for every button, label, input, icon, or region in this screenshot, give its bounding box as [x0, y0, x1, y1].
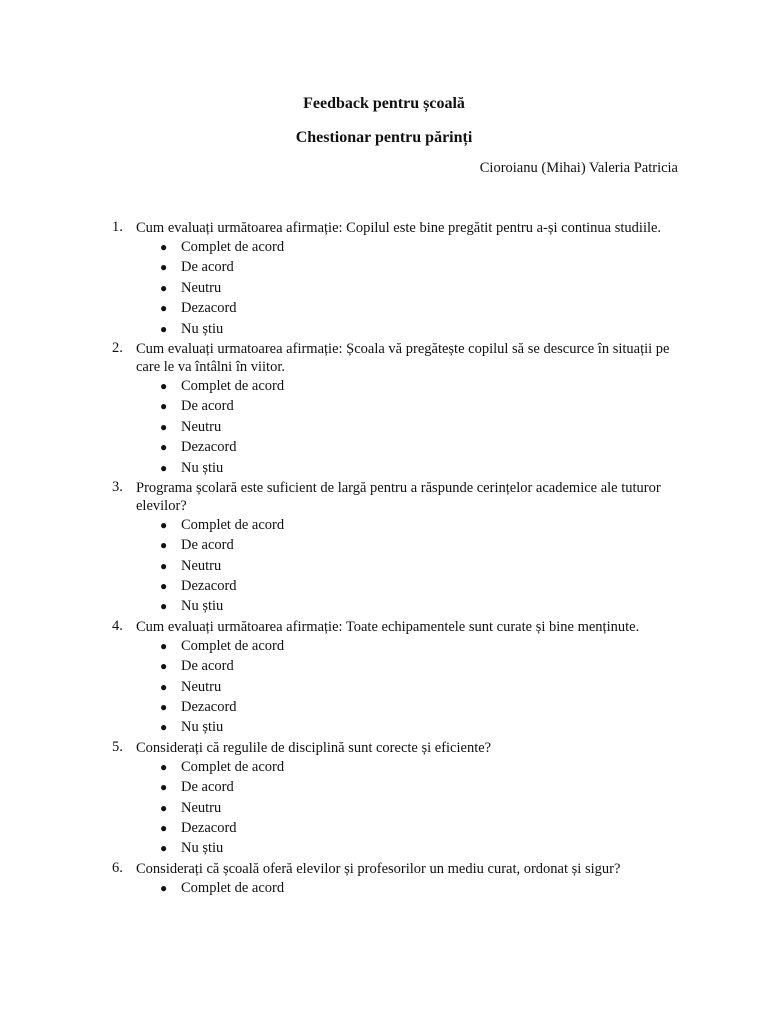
answer-option: [136, 417, 678, 437]
bullet-icon: ●: [160, 638, 168, 653]
answer-option-label: Dezacord: [181, 819, 237, 836]
bullet-icon: ●: [160, 659, 168, 674]
question-number: 3.: [112, 478, 123, 495]
bullet-icon: ●: [160, 880, 168, 895]
answer-option-label: Complet de acord: [181, 377, 285, 394]
answer-option: [136, 376, 678, 396]
answer-option-label: Nu știu: [181, 719, 224, 736]
answer-option: [136, 396, 678, 416]
question-item: [0, 478, 768, 617]
bullet-icon: ●: [160, 419, 168, 434]
bullet-icon: ●: [160, 759, 168, 774]
answer-option: [136, 278, 678, 298]
answer-options: [136, 878, 678, 898]
answer-option-label: De acord: [181, 537, 234, 554]
answer-option: [136, 677, 678, 697]
answer-option-label: Neutru: [181, 279, 222, 296]
question-number: 2.: [112, 339, 123, 356]
answer-option: [136, 878, 678, 898]
answer-options: [136, 237, 678, 339]
answer-option-label: Neutru: [181, 678, 222, 695]
answer-option-label: Dezacord: [181, 699, 237, 716]
question-number: 5.: [112, 738, 123, 755]
question-item: [0, 218, 768, 339]
bullet-icon: ●: [160, 240, 168, 254]
answer-option: [136, 576, 678, 596]
author-name: Cioroianu (Mihai) Valeria Patricia: [479, 160, 678, 176]
answer-option-label: De acord: [181, 259, 234, 276]
question-text: Considerați că școală oferă elevilor și profesorilor un mediu curat, ordonat și sigur?: [136, 860, 621, 877]
answer-option-label: De acord: [181, 398, 234, 415]
question-item: [0, 339, 768, 478]
bullet-icon: ●: [160, 260, 168, 275]
question-number: 1.: [112, 219, 123, 235]
answer-option: [136, 515, 678, 535]
bullet-icon: ●: [160, 280, 168, 295]
question-item: [0, 859, 768, 898]
bullet-icon: ●: [160, 579, 168, 594]
answer-option-label: Nu știu: [181, 459, 224, 476]
bullet-icon: ●: [160, 440, 168, 455]
bullet-icon: ●: [160, 399, 168, 414]
answer-options: [136, 515, 678, 617]
question-text: Cum evaluați următoarea afirmație: Toate echipamentele sunt curate și bine menținute.: [136, 618, 640, 635]
answer-option-label: Complet de acord: [181, 637, 285, 654]
answer-option-label: Complet de acord: [181, 879, 285, 896]
document-title: Feedback pentru școală: [303, 95, 465, 112]
answer-option: [136, 535, 678, 555]
answer-options: [136, 636, 678, 738]
bullet-icon: ●: [160, 780, 168, 795]
bullet-icon: ●: [160, 558, 168, 573]
answer-option-label: Nu știu: [181, 840, 224, 857]
answer-option-label: Dezacord: [181, 439, 237, 456]
answer-option: [136, 437, 678, 457]
answer-option: [136, 257, 678, 277]
answer-option: [136, 777, 678, 797]
question-text: Cum evaluați urmatoarea afirmație: Școala vă pregătește copilul să se descurce în situații pe care le va întâlni în viitor.: [136, 340, 670, 375]
answer-option-label: Neutru: [181, 799, 222, 816]
answer-option: [136, 237, 678, 257]
answer-options: [136, 376, 678, 478]
bullet-icon: ●: [160, 321, 168, 336]
answer-option-label: Neutru: [181, 557, 222, 574]
bullet-icon: ●: [160, 820, 168, 835]
bullet-icon: ●: [160, 378, 168, 393]
answer-option-label: Complet de acord: [181, 239, 285, 255]
bullet-icon: ●: [160, 599, 168, 614]
answer-option: [136, 458, 678, 478]
answer-option: [136, 596, 678, 616]
question-text: Considerați că regulile de disciplină sunt corecte și eficiente?: [136, 739, 492, 756]
answer-option-label: Neutru: [181, 418, 222, 435]
bullet-icon: ●: [160, 720, 168, 735]
question-list: [0, 218, 768, 898]
answer-options: [136, 757, 678, 859]
answer-option: [136, 757, 678, 777]
answer-option: [136, 319, 678, 339]
document-subtitle: Chestionar pentru părinți: [295, 129, 473, 146]
bullet-icon: ●: [160, 700, 168, 715]
bullet-icon: ●: [160, 679, 168, 694]
answer-option-label: De acord: [181, 658, 234, 675]
answer-option-label: Nu știu: [181, 320, 224, 337]
answer-option-label: Complet de acord: [181, 758, 285, 775]
answer-option: [136, 298, 678, 318]
question-item: [0, 617, 768, 738]
answer-option: [136, 556, 678, 576]
answer-option: [136, 838, 678, 858]
question-number: 6.: [112, 859, 123, 876]
bullet-icon: ●: [160, 841, 168, 856]
question-text: Cum evaluați următoarea afirmație: Copilul este bine pregătit pentru a-și continua studiile.: [136, 220, 662, 236]
bullet-icon: ●: [160, 517, 168, 532]
question-number: 4.: [112, 617, 123, 634]
answer-option-label: De acord: [181, 779, 234, 796]
answer-option-label: Dezacord: [181, 578, 237, 595]
answer-option: [136, 636, 678, 656]
answer-option: [136, 697, 678, 717]
answer-option: [136, 656, 678, 676]
answer-option-label: Dezacord: [181, 300, 237, 317]
question-text: Programa școlară este suficient de largă pentru a răspunde cerințelor academice ale tuturor elevilor?: [136, 479, 661, 514]
bullet-icon: ●: [160, 460, 168, 475]
bullet-icon: ●: [160, 301, 168, 316]
bullet-icon: ●: [160, 538, 168, 553]
question-item: [0, 738, 768, 859]
answer-option-label: Nu știu: [181, 598, 224, 615]
answer-option: [136, 798, 678, 818]
bullet-icon: ●: [160, 800, 168, 815]
answer-option: [136, 818, 678, 838]
answer-option-label: Complet de acord: [181, 516, 285, 533]
answer-option: [136, 717, 678, 737]
